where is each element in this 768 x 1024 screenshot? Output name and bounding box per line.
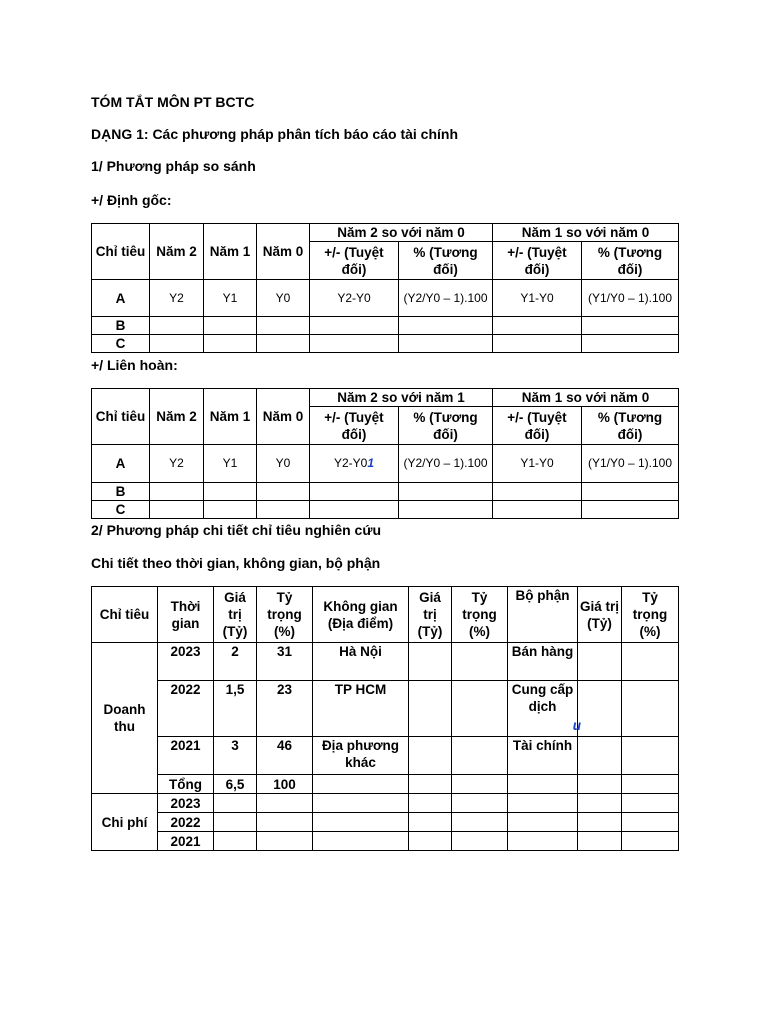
cell-y1: Y1 xyxy=(204,280,257,317)
header-group-2: Năm 1 so với năm 0 xyxy=(493,389,679,407)
detail-heading: Chi tiết theo thời gian, không gian, bộ phận xyxy=(91,555,381,571)
cell-absolute: Y1-Y0 xyxy=(493,280,582,317)
cell-y0: Y0 xyxy=(257,445,310,483)
row-label: C xyxy=(92,501,150,519)
header-share: Tỷ trọng (%) xyxy=(257,587,313,643)
cell-year: 2023 xyxy=(158,643,214,681)
header-year2: Năm 2 xyxy=(150,389,204,445)
row-label: A xyxy=(92,445,150,483)
handwritten-mark: u xyxy=(572,718,581,733)
cell-part xyxy=(508,681,581,737)
cell-relative: (Y2/Y0 – 1).100 xyxy=(399,280,493,317)
cell-value: 2 xyxy=(214,643,257,681)
header-group-2: Năm 1 so với năm 0 xyxy=(493,224,679,242)
header-group-1: Năm 2 so với năm 1 xyxy=(310,389,493,407)
cell-value: 1,5 xyxy=(214,681,257,737)
cell-relative: (Y1/Y0 – 1).100 xyxy=(582,445,679,483)
cell-place: Địa phương khác xyxy=(313,737,409,775)
cell-relative: (Y2/Y0 – 1).100 xyxy=(399,445,493,483)
row-label: B xyxy=(92,483,150,501)
cell-year: 2021 xyxy=(158,737,214,775)
header-year1: Năm 1 xyxy=(204,389,257,445)
cell-share: 31 xyxy=(257,643,313,681)
section-heading: DẠNG 1: Các phương pháp phân tích báo cáo tài chính xyxy=(91,126,459,142)
detail-table xyxy=(91,586,679,851)
cell-value: 3 xyxy=(214,737,257,775)
header-relative: % (Tương đối) xyxy=(582,242,679,280)
table-row xyxy=(92,317,679,335)
table-row xyxy=(92,280,679,317)
comparison-table-chain xyxy=(91,388,679,519)
header-absolute: +/- (Tuyệt đối) xyxy=(310,407,399,445)
cell-absolute xyxy=(310,445,399,483)
table-row xyxy=(92,483,679,501)
header-indicator: Chỉ tiêu xyxy=(92,587,158,643)
header-value: Giá trị (Tỷ) xyxy=(409,587,452,643)
cell-year: 2022 xyxy=(158,813,214,832)
cell-part-text: Cung cấp dịch xyxy=(511,682,574,714)
cell-year: 2021 xyxy=(158,832,214,851)
cell-absolute-text: Y2-Y0 xyxy=(333,456,368,470)
document-title: TÓM TẮT MÔN PT BCTC xyxy=(91,94,255,110)
cell-part: Bán hàng xyxy=(508,643,578,681)
cell-absolute: Y1-Y0 xyxy=(493,445,582,483)
cell-total-value: 6,5 xyxy=(214,775,257,794)
header-share: Tỷ trọng (%) xyxy=(622,587,679,643)
cell-y0: Y0 xyxy=(257,280,310,317)
header-value: Giá trị (Tỷ) xyxy=(214,587,257,643)
row-label: B xyxy=(92,317,150,335)
header-space: Không gian (Địa điểm) xyxy=(313,587,409,643)
cell-year: 2023 xyxy=(158,794,214,813)
cell-y2: Y2 xyxy=(150,445,204,483)
header-relative: % (Tương đối) xyxy=(399,407,493,445)
table-row xyxy=(92,832,679,851)
cell-relative: (Y1/Y0 – 1).100 xyxy=(582,280,679,317)
table-row xyxy=(92,775,679,794)
row-label: A xyxy=(92,280,150,317)
cell-absolute: Y2-Y0 xyxy=(310,280,399,317)
header-year0: Năm 0 xyxy=(257,389,310,445)
header-year0: Năm 0 xyxy=(257,224,310,280)
header-absolute: +/- (Tuyệt đối) xyxy=(310,242,399,280)
row-label: C xyxy=(92,335,150,353)
header-year2: Năm 2 xyxy=(150,224,204,280)
subheading-fixed-base: +/ Định gốc: xyxy=(91,192,172,208)
header-value: Giá trị (Tỷ) xyxy=(578,587,622,643)
table-row xyxy=(92,335,679,353)
method-heading: 1/ Phương pháp so sánh xyxy=(91,158,256,174)
cell-place: Hà Nội xyxy=(313,643,409,681)
table-row xyxy=(92,737,679,775)
header-relative: % (Tương đối) xyxy=(399,242,493,280)
cell-part: Tài chính xyxy=(508,737,578,775)
table-row xyxy=(92,445,679,483)
table-row xyxy=(92,813,679,832)
header-time: Thời gian xyxy=(158,587,214,643)
header-relative: % (Tương đối) xyxy=(582,407,679,445)
cell-y2: Y2 xyxy=(150,280,204,317)
header-part: Bộ phận xyxy=(508,587,578,643)
header-indicator: Chỉ tiêu xyxy=(92,389,150,445)
cell-share: 46 xyxy=(257,737,313,775)
header-year1: Năm 1 xyxy=(204,224,257,280)
header-absolute: +/- (Tuyệt đối) xyxy=(493,407,582,445)
indicator-revenue: Doanh thu xyxy=(92,643,158,794)
cell-total-share: 100 xyxy=(257,775,313,794)
header-indicator: Chỉ tiêu xyxy=(92,224,150,280)
table-row xyxy=(92,681,679,737)
header-share: Tỷ trọng (%) xyxy=(452,587,508,643)
cell-total-label: Tổng xyxy=(158,775,214,794)
handwritten-mark: 1 xyxy=(367,456,375,470)
cell-place: TP HCM xyxy=(313,681,409,737)
cell-year: 2022 xyxy=(158,681,214,737)
table-row xyxy=(92,501,679,519)
subheading-chain: +/ Liên hoàn: xyxy=(91,357,178,373)
cell-y1: Y1 xyxy=(204,445,257,483)
table-row xyxy=(92,643,679,681)
table-row xyxy=(92,794,679,813)
method-heading: 2/ Phương pháp chi tiết chỉ tiêu nghiên cứu xyxy=(91,522,382,538)
header-absolute: +/- (Tuyệt đối) xyxy=(493,242,582,280)
cell-share: 23 xyxy=(257,681,313,737)
header-group-1: Năm 2 so với năm 0 xyxy=(310,224,493,242)
indicator-cost: Chi phí xyxy=(92,794,158,851)
comparison-table-fixed-base xyxy=(91,223,679,353)
